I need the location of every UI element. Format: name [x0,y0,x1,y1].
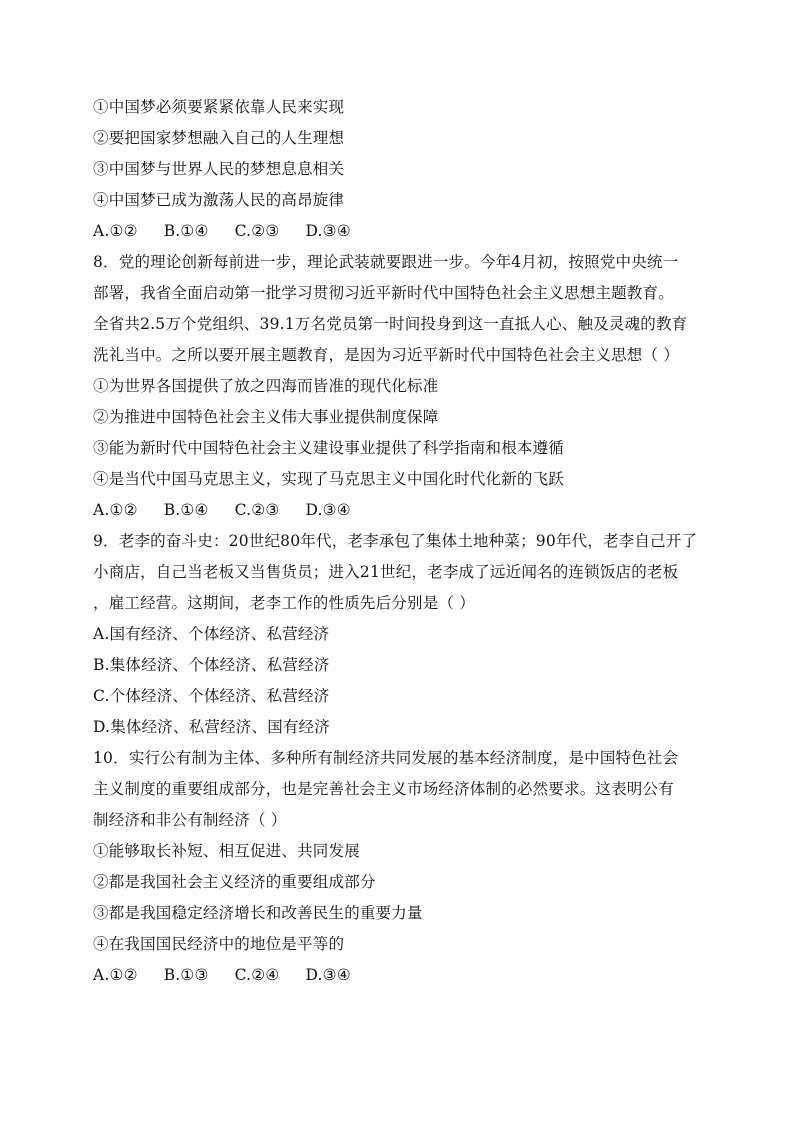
option-line: ③都是我国稳定经济增长和改善民生的重要力量 [93,904,423,922]
answer-choice: C.②④ [234,966,280,984]
answer-choice: B.①③ [163,966,209,984]
option-line: D.集体经济、私营经济、国有经济 [93,718,331,736]
question-9 [93,526,705,743]
option-line: ④中国梦已成为激荡人民的高昂旋律 [93,191,345,209]
answer-choice: A.①② [93,222,138,240]
option-line: ①中国梦必须要紧紧依靠人民来实现 [93,98,345,116]
answer-choice: C.②③ [234,222,280,240]
answer-choice: B.①④ [163,501,209,519]
answer-choice: B.①④ [163,222,209,240]
option-line: B.集体经济、个体经济、私营经济 [93,656,330,674]
question-10 [93,743,705,991]
option-line: ④是当代中国马克思主义，实现了马克思主义中国化时代化新的飞跃 [93,470,565,488]
option-line: ④在我国国民经济中的地位是平等的 [93,935,345,953]
answer-choice: D.③④ [305,222,351,240]
option-line: ③中国梦与世界人民的梦想息息相关 [93,160,345,178]
question-stem-line: 8．党的理论创新每前进一步，理论武装就要跟进一步。今年4月初，按照党中央统一 [93,253,679,271]
answer-choice: D.③④ [305,966,351,984]
document-page [93,92,705,991]
option-line: ②都是我国社会主义经济的重要组成部分 [93,873,376,891]
option-line: ②为推进中国特色社会主义伟大事业提供制度保障 [93,408,439,426]
answer-choices [93,960,705,991]
question-stem-line: 制经济和非公有制经济（ ） [93,811,287,829]
question-8 [93,247,705,526]
question-stem-line: 主义制度的重要组成部分，也是完善社会主义市场经济体制的必然要求。这表明公有 [93,780,674,798]
question-stem-line: ，雇工经营。这期间，老李工作的性质先后分别是（ ） [93,594,475,612]
option-line: ②要把国家梦想融入自己的人生理想 [93,129,345,147]
answer-choice: A.①② [93,966,138,984]
option-line: ③能为新时代中国特色社会主义建设事业提供了科学指南和根本遵循 [93,439,565,457]
option-line: ①能够取长补短、相互促进、共同发展 [93,842,360,860]
answer-choice: A.①② [93,501,138,519]
question-stem-line: 9．老李的奋斗史：20世纪80年代，老李承包了集体土地种菜；90年代，老李自己开了 [93,532,698,550]
answer-choice: C.②③ [234,501,280,519]
question-stem-line: 部署，我省全面启动第一批学习贯彻习近平新时代中国特色社会主义思想主题教育。 [93,284,674,302]
question-stem-line: 全省共2.5万个党组织、39.1万名党员第一时间投身到这一直抵人心、触及灵魂的教育 [93,315,688,333]
question-stem-line: 小商店，自己当老板又当售货员；进入21世纪，老李成了远近闻名的连锁饭店的老板 [93,563,679,581]
question-stem-line: 10．实行公有制为主体、多种所有制经济共同发展的基本经济制度，是中国特色社会 [93,749,679,767]
option-line: C.个体经济、个体经济、私营经济 [93,687,330,705]
option-line: ①为世界各国提供了放之四海而皆准的现代化标准 [93,377,439,395]
question-stem-line: 洗礼当中。之所以要开展主题教育，是因为习近平新时代中国特色社会主义思想（ ） [93,346,680,364]
question-7 [93,92,705,247]
answer-choices [93,495,705,526]
option-line: A.国有经济、个体经济、私营经济 [93,625,330,643]
answer-choice: D.③④ [305,501,351,519]
answer-choices [93,216,705,247]
